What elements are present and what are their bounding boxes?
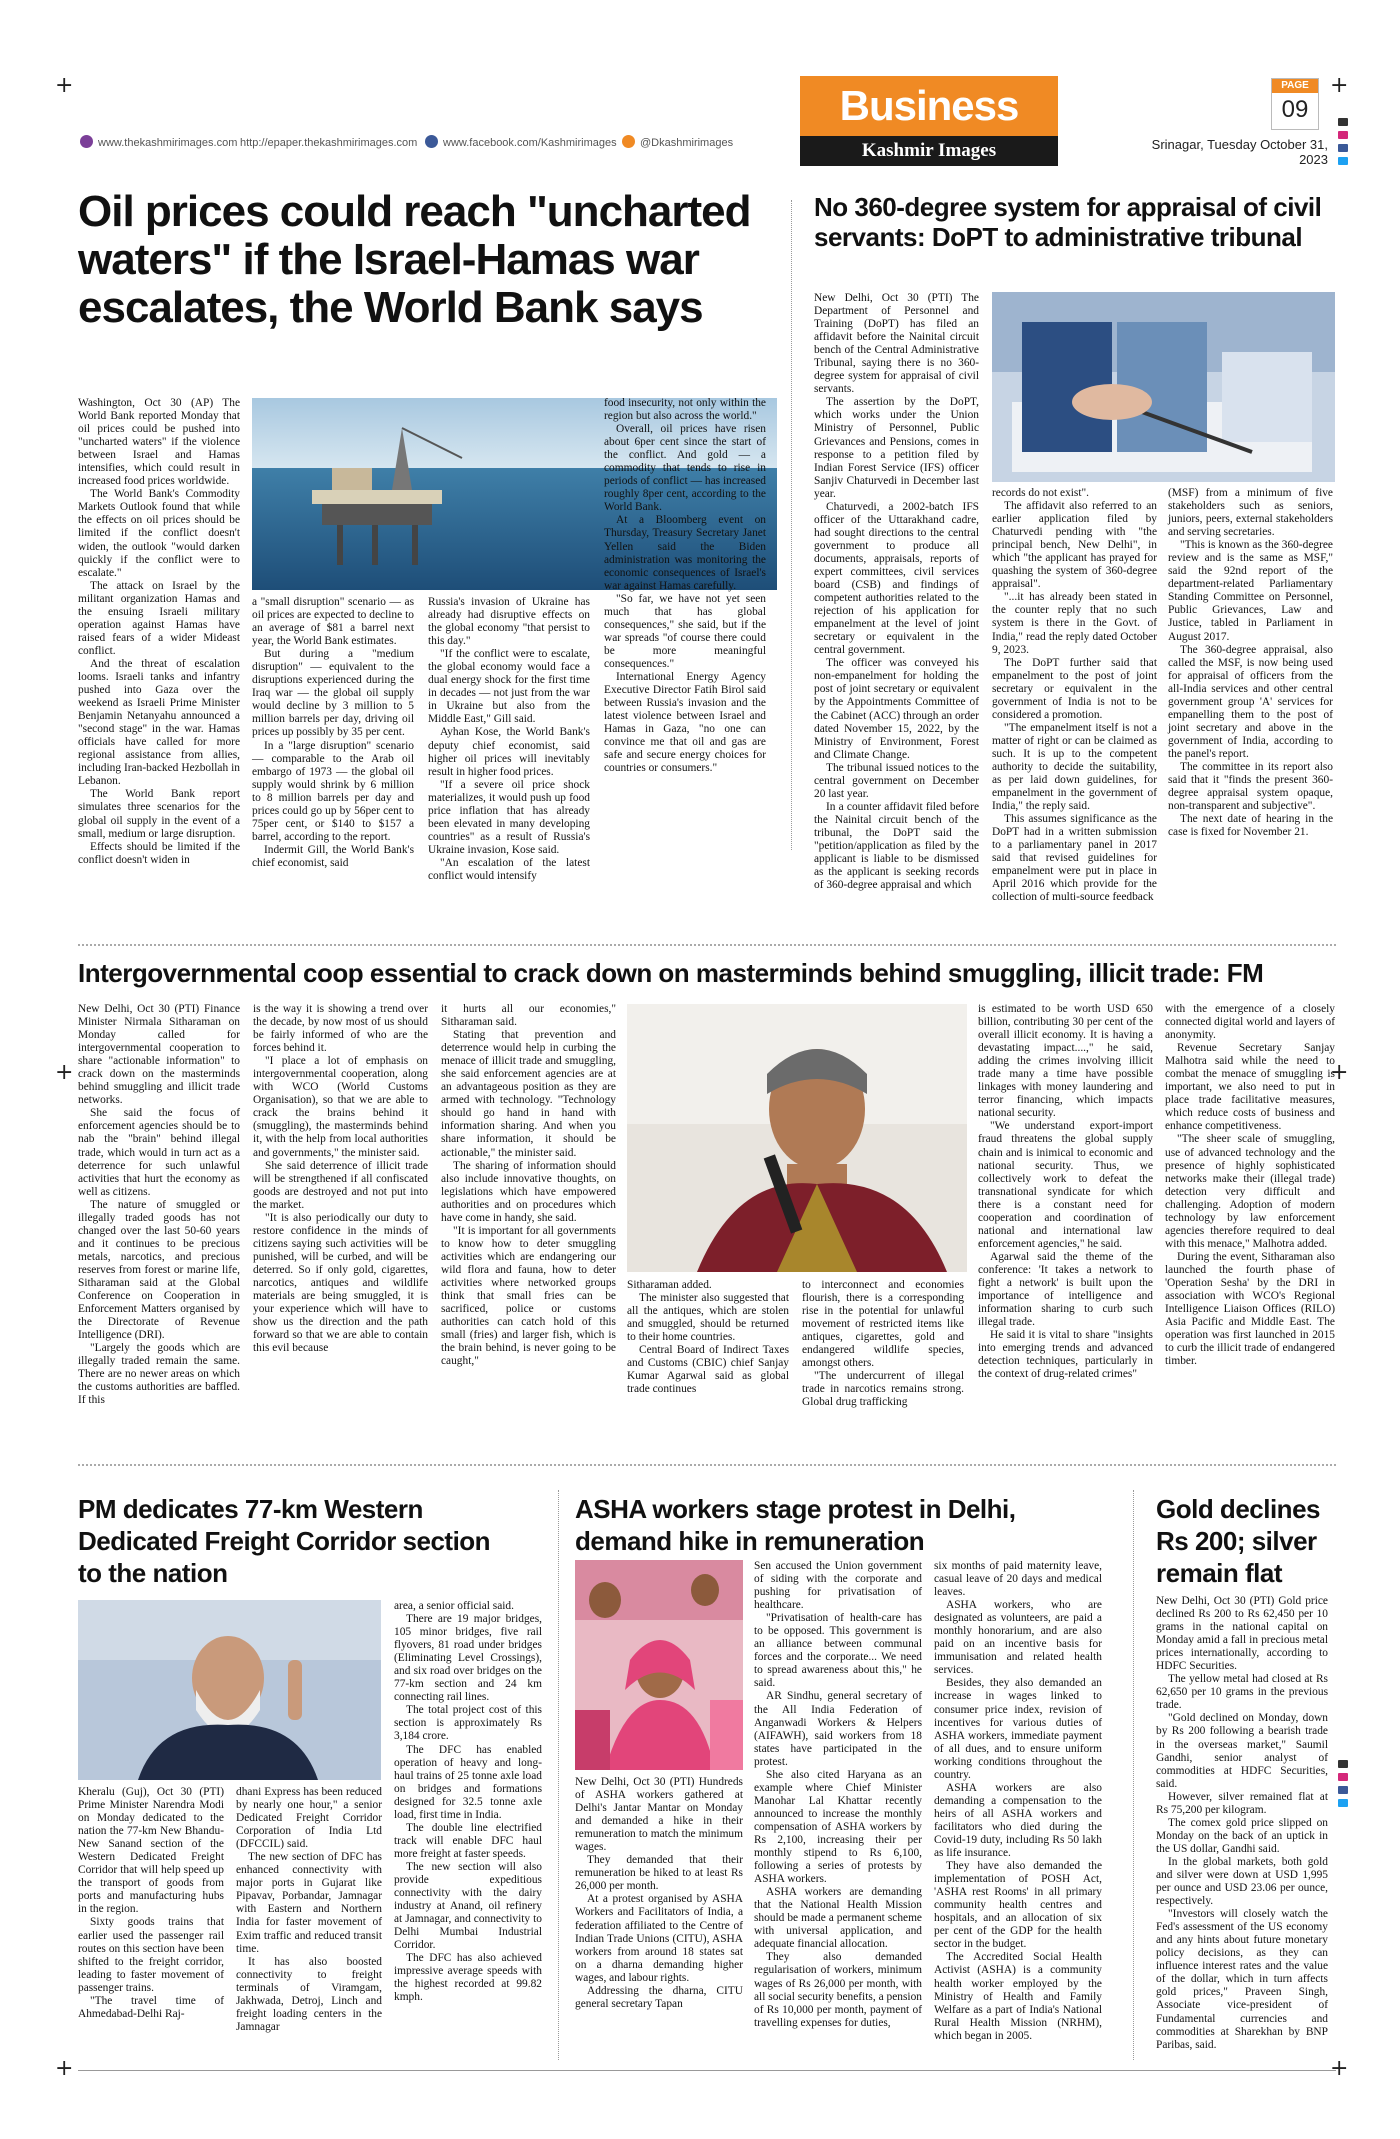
mail-icon — [1338, 118, 1348, 126]
paragraph: The total project cost of this section is approximately Rs 3,184 crore. — [394, 1704, 542, 1743]
paragraph: The attack on Israel by the militant organization Hamas and the ensuing Israeli military operation against Hamas have raised fears of a wider Mideast conflict. — [78, 579, 240, 657]
paragraph: "Largely the goods which are illegally traded remain the same. There are no newer areas on which the customs authorities are baffled. If this — [78, 1342, 240, 1407]
smuggling-under-photo-right — [802, 1279, 964, 1423]
paragraph: "This is known as the 360-degree review and is the same as MSF," said the 92nd report of the department-related Parliamentary Standing Committee on Personnel, Public Grievances, Law and Justice, tabled in Parliament in August 2017. — [1168, 539, 1333, 643]
paragraph: The DoPT further said that empanelment to the post of joint secretary or equivalent in the government of India is not to be considered a promotion. — [992, 656, 1157, 721]
paragraph: to interconnect and economies flourish, there is a corresponding rise in the potential for unlawful movement of restricted items like antiques, cigarettes, gold and endangered wildlife species, amongst others. — [802, 1279, 964, 1370]
registration-mark: + — [1330, 73, 1349, 98]
paragraph: The double line electrified track will enable DFC haul more freight at faster speeds. — [394, 1821, 542, 1860]
paragraph: "If a severe oil price shock materializes, it would push up food price inflation that has already been elevated in many developing countries" as a result of Russia's Ukraine invasion, Kose said. — [428, 778, 590, 856]
facebook-icon — [425, 135, 438, 148]
paragraph: She also cited Haryana as an example where Chief Minister Manohar Lal Khattar recently announced to increase the monthly compensation of ASHA workers by Rs 2,100, increasing their per monthly stipend to Rs 6,100, following a series of protests by ASHA workers. — [754, 1768, 922, 1886]
paragraph: "We understand export-import fraud threatens the global supply chain and is inimical to economic and national security. Thus, we collectively work to defeat the transnational syndicate for which there is a constant need for cooperation and coordination of national and international law enforcement agencies," he said. — [978, 1120, 1153, 1250]
oil-column-3 — [428, 596, 590, 882]
paragraph: records do not exist". — [992, 487, 1090, 499]
paragraph: The assertion by the DoPT, which works under the Union Ministry of Personnel, Public Grievances and Pensions, comes in response to a petition filed by Indian Forest Service (IFS) officer Sanjiv Chaturvedi in December last year. — [814, 396, 979, 500]
smuggling-column-6 — [978, 1003, 1153, 1423]
paragraph: a "small disruption" scenario — as oil prices are expected to decline to an average of $81 a barrel next year, the World Bank estimates. — [252, 596, 414, 648]
oil-headline: Oil prices could reach "uncharted waters" if the Israel-Hamas war escalates, the World Bank says — [78, 187, 751, 332]
paragraph: "Gold declined on Monday, down by Rs 200 following a bearish trade in the overseas market," Saumil Gandhi, senior analyst of commodities at HDFC Securities, said. — [1156, 1712, 1328, 1790]
paragraph: New Delhi, Oct 30 (PTI) Gold price declined Rs 200 to Rs 62,450 per 10 grams in the national capital on Monday amid a fall in precious metal prices internationally, according to HDFC Securities. — [1156, 1595, 1328, 1673]
paragraph: is estimated to be worth USD 650 billion, contributing 30 per cent of the overall illicit economy. It is having a devastating impact....," he said, adding the crimes involving illicit trade many a time have possible linkages with money laundering and terror financing, which impacts national security. — [978, 1003, 1153, 1120]
paragraph: Chaturvedi, a 2002-batch IFS officer of the Uttarakhand cadre, had sought directions to the central government to produce all documents, appraisals, reports of expert committees, civil services board (CSB) and findings of competent authorities related to the rejection of his application for empanelment at the level of joint secretary or equivalent in the central government. — [814, 500, 979, 657]
section-divider — [78, 1464, 1336, 1466]
twitter-icon — [622, 135, 635, 148]
paragraph: "So far, we have not yet seen much that has global consequences," she said, but if the war spreads "of course there could be more meaningful consequences." — [604, 592, 766, 670]
twitter-icon — [1338, 1799, 1348, 1807]
paragraph: (MSF) from a minimum of five stakeholders such as seniors, juniors, peers, external stakeholders and serving secretaries. — [1168, 487, 1333, 539]
paragraph: During the event, Sitharaman also launched the fourth phase of 'Operation Sesha' by the DRI in association with WCO's Regional Intelligence Liaison Offices (RILO) Asia Pacific and Middle East. The operation was first launched in 2015 to curb the illicit trade of endangered timber. — [1165, 1250, 1335, 1368]
freight-column-1 — [78, 1786, 224, 2062]
paragraph: The committee in its report also said that it "finds the present 360-degree appraisal system opaque, non-transparent and subjective". — [1168, 760, 1333, 813]
paragraph: "The empanelment itself is not a matter of right or can be claimed as such. It is up to the competent authority to decide the suitability, as per laid down guidelines, for empanelment in the government of India," the reply said. — [992, 721, 1157, 813]
oil-column-2 — [252, 596, 414, 869]
paragraph: Sen accused the Union government of siding with the corporate and pushing for privatisation of healthcare. — [754, 1560, 922, 1612]
masthead — [800, 76, 1058, 166]
dopt-headline: No 360-degree system for appraisal of civil servants: DoPT to administrative tribunal — [814, 192, 1322, 252]
footer-rule — [78, 2070, 1336, 2071]
smuggling-column-7 — [1165, 1003, 1335, 1423]
side-color-icons — [1338, 1760, 1348, 1812]
page-number-box — [1271, 78, 1319, 130]
paragraph: The officer was conveyed his non-empanelment for holding the post of joint secretary or equivalent by the Appointments Committee of the Cabinet (ACC) through an order dated November 15, 2022, by the Ministry of Environment, Forest and Climate Change. — [814, 657, 979, 761]
paragraph: area, a senior official said. — [394, 1600, 514, 1612]
paragraph: The sharing of information should also include innovative thoughts, on legislations which have empowered authorities and on procedures which have come in handy, she said. — [441, 1159, 616, 1224]
paragraph: Sixty goods trains that earlier used the passenger rail routes on this section have been shifted to the freight corridor, leading to faster movement of passenger trains. — [78, 1916, 224, 1994]
paragraph: The new section of DFC has enhanced connectivity with major ports in Gujarat like Pipavav, Porbandar, Jamnagar with Eastern and Northern India for faster movement of Exim traffic and reduced transit time. — [236, 1851, 382, 1955]
paragraph: The World Bank's Commodity Markets Outlook found that while the effects on oil prices should be limited if the conflict doesn't widen, the outlook "would darken quickly if the conflict were to escalate." — [78, 488, 240, 579]
epaper-link[interactable] — [240, 134, 417, 152]
paragraph: There are 19 major bridges, 105 minor bridges, five rail flyovers, 81 road under bridges (Eliminating Level Crossings), and six road over bridges on the 77-km section and 24 km connecting rail lines. — [394, 1613, 542, 1704]
column-rule — [558, 1490, 559, 2060]
dopt-column-1 — [814, 292, 979, 892]
paragraph: it hurts all our economies," Sitharaman said. — [441, 1003, 616, 1029]
smuggling-column-1 — [78, 1003, 240, 1423]
paragraph: They have also demanded the implementation of POSH Act, 'ASHA rest Rooms' in all primary community health centres and hospitals, and an allocation of six per cent of the GDP for the health sector in the budget. — [934, 1860, 1102, 1951]
smuggling-column-3 — [441, 1003, 616, 1423]
mail-icon — [1338, 1760, 1348, 1768]
dopt-column-3 — [1168, 487, 1333, 848]
paragraph: She said deterrence of illicit trade will be strengthened if all confiscated goods are destroyed and not put into the market. — [253, 1159, 428, 1211]
paragraph: In a counter affidavit filed before the Nainital circuit bench of the tribunal, the DoPT said the "petition/application as filed by the applicant is liable to be dismissed as the applicant is seeking records of 360-degree appraisal and which — [814, 800, 979, 892]
registration-mark: + — [1330, 1060, 1349, 1085]
paragraph: "It is important for all governments to know how to deter smuggling activities which are endangering our wild flora and fauna, how to deter activities where networked groups think that small fries can be sacrificed, police or customs authorities can catch hold of this small (fries) and larger fish, which is the brain behind, is never going to be caught," — [441, 1224, 616, 1368]
paragraph: "The travel time of Ahmedabad-Delhi Raj- — [78, 1994, 224, 2020]
paragraph: The affidavit also referred to an earlier application filed by Chaturvedi pending with "the principal bench, New Delhi", in which "the applicant has prayed for quashing the system of 360-degree appraisal". — [992, 500, 1157, 591]
paragraph: In the global markets, both gold and silver were down at USD 1,995 per ounce and USD 23.06 per ounce, respectively. — [1156, 1855, 1328, 1908]
paragraph: ASHA workers are demanding that the National Health Mission should be made a permanent scheme with universal application, and adequate financial allocation. — [754, 1886, 922, 1951]
paragraph: The tribunal issued notices to the central government on December 20 last year. — [814, 761, 979, 800]
paragraph: International Energy Agency Executive Director Fatih Birol said between Russia's invasion and the latest violence between Israel and Hamas in Gaza, "no one can convince me that oil and gas are safe and secure energy choices for countries or consumers." — [604, 670, 766, 775]
paragraph: Ayhan Kose, the World Bank's deputy chief economist, said higher oil prices will inevitably result in higher food prices. — [428, 726, 590, 778]
registration-mark: + — [55, 1060, 74, 1085]
oil-column-1 — [78, 397, 240, 866]
paragraph: New Delhi, Oct 30 (PTI) Hundreds of ASHA workers gathered at Delhi's Jantar Mantar on Monday and demanded a hike in their remuneration to match the minimum wages. — [575, 1776, 743, 1854]
paragraph: This assumes significance as the DoPT had in a written submission to a parliamentary panel in 2017 said that revised guidelines for empanelment were put in place in April 2016 which provide for the collection of multi-source feedback — [992, 813, 1157, 904]
masthead-title: Business — [839, 82, 1019, 129]
facebook-icon — [1338, 1786, 1348, 1794]
paragraph: Washington, Oct 30 (AP) The World Bank reported Monday that oil prices could be pushed into "uncharted waters" if the violence between Israel and Hamas intensifies, which could result in increased food prices worldwide. — [78, 397, 240, 488]
paragraph: New Delhi, Oct 30 (PTI) Finance Minister Nirmala Sitharaman on Monday called for intergovernmental cooperation to share "actionable information" to crack down on the masterminds behind smuggling and illicit trade networks. — [78, 1003, 240, 1107]
paragraph: Sitharaman added. — [627, 1279, 712, 1291]
instagram-icon — [1338, 131, 1348, 139]
website-url: www.thekashmirimages.com — [98, 137, 238, 149]
dopt-column-2 — [992, 487, 1157, 904]
asha-protest-photo — [575, 1560, 743, 1770]
paragraph: Indermit Gill, the World Bank's chief economist, said — [252, 843, 414, 869]
gold-headline: Gold declines Rs 200; silver remain flat — [1156, 1494, 1320, 1588]
paragraph: "It is also periodically our duty to restore confidence in the minds of citizens saying such activities will be punished, will be curbed, and will be deterred. So if only gold, cigarettes, narcotics, antiques and wildlife materials are being smuggled, it is your experience which will have to show us the direction and the path forward so that we are able to contain this evil because — [253, 1211, 428, 1355]
smuggling-column-2 — [253, 1003, 428, 1423]
paragraph: However, silver remained flat at Rs 75,200 per kilogram. — [1156, 1790, 1328, 1816]
paragraph: At a protest organised by ASHA Workers and Facilitators of India, a federation affiliated to the Centre of Indian Trade Unions (CITU), ASHA workers from around 18 states sat on a dharna demanding higher wages, and labour rights. — [575, 1893, 743, 1984]
column-rule — [1133, 1490, 1134, 2060]
paragraph: "Investors will closely watch the Fed's assessment of the US economy and any hints about future monetary policy decisions, as they can influence interest rates and the value of the dollar, which in turn affects gold prices," Praveen Singh, Associate vice-president of Fundamental currencies and commodities at Sharekhan by BNP Paribas, said. — [1156, 1908, 1328, 2051]
section-divider — [78, 944, 1336, 946]
asha-column-2 — [754, 1560, 922, 2062]
paragraph: Central Board of Indirect Taxes and Customs (CBIC) chief Sanjay Kumar Agarwal said as global trade continues — [627, 1344, 789, 1396]
paragraph: Besides, they also demanded an increase in wages linked to consumer price index, revision of incentives for various duties of ASHA workers, immediate payment of all dues, and to ensure uniform working conditions throughout the country. — [934, 1677, 1102, 1781]
paragraph: And the threat of escalation looms. Israeli tanks and infantry pushed into Gaza over the weekend as Israeli Prime Minister Benjamin Netanyahu announced a "second stage" in the war. Hamas officials have called for more regional assistance from allies, including Iran-backed Hezbollah in Lebanon. — [78, 657, 240, 788]
oil-column-4 — [604, 397, 766, 847]
paragraph: AR Sindhu, general secretary of the All India Federation of Anganwadi Workers & Helpers (AIFAWH), said workers from 18 states have participated in the protest. — [754, 1690, 922, 1768]
facebook-link[interactable] — [425, 134, 617, 152]
dateline: Srinagar, Tuesday October 31, 2023 — [1151, 137, 1328, 167]
freight-column-2 — [236, 1786, 382, 2062]
paragraph: The minister also suggested that all the antiques, which are stolen and smuggled, should be returned to their home countries. — [627, 1292, 789, 1344]
column-rule — [791, 200, 792, 850]
epaper-url: http://epaper.thekashmirimages.com — [240, 137, 418, 149]
registration-mark: + — [55, 73, 74, 98]
paragraph: Agarwal said the theme of the conference: 'It takes a network to fight a network' is built upon the importance of intelligence and information sharing to curb such illegal trade. — [978, 1250, 1153, 1329]
paragraph: "Privatisation of health-care has to be opposed. This government is an alliance between communal forces and the corporate... We need to spread awareness about this," he said. — [754, 1612, 922, 1690]
twitter-handle: @Dkashmirimages — [640, 137, 734, 149]
registration-mark: + — [1330, 2056, 1349, 2081]
paragraph: It has also boosted connectivity to freight terminals of Viramgam, Jakhwada, Detroj, Linch and freight loading centers in the Jamnagar — [236, 1955, 382, 2033]
facebook-icon — [1338, 144, 1348, 152]
paragraph: The comex gold price slipped on Monday on the back of an uptick in the US dollar, Gandhi said. — [1156, 1816, 1328, 1855]
freight-column-3 — [394, 1600, 542, 2062]
freight-headline: PM dedicates 77-km Western Dedicated Freight Corridor section to the nation — [78, 1494, 491, 1588]
paragraph: She said the focus of enforcement agencies should be to nab the "brain" behind illegal trade, which would in turn act as a deterrence for such unlawful activities that hurt the economy as well as citizens. — [78, 1107, 240, 1198]
masthead-subtitle: Kashmir Images — [800, 136, 1058, 166]
paragraph: Addressing the dharna, CITU general secretary Tapan — [575, 1984, 743, 2010]
paragraph: "I place a lot of emphasis on intergovernmental cooperation, along with WCO (World Customs Organisation), so that we are able to crack the brains behind it (smuggling), the masterminds behind it, with the help from local authorities and governments," the minister said. — [253, 1055, 428, 1159]
paragraph: Overall, oil prices have risen about 6per cent since the start of the conflict. And gold — a commodity that tends to rise in periods of conflict — has increased roughly 8per cent, according to the World Bank. — [604, 423, 766, 514]
paragraph: In a "large disruption" scenario — comparable to the Arab oil embargo of 1973 — the global oil supply would shrink by 6 million to 8 million barrels per day and prices could go up by 56per cent to 75per cent, or $140 to $157 a barrel, according to the report. — [252, 739, 414, 843]
paragraph: The nature of smuggled or illegally traded goods has not changed over the last 50-60 years and it continues to be precious metals, narcotics, and precious reserves from forest or marine life, Sitharaman said at the Global Conference on Cooperation in Enforcement Matters organised by the Directorate of Revenue Intelligence (DRI). — [78, 1198, 240, 1342]
paragraph: six months of paid maternity leave, casual leave of 20 days and medical leaves. — [934, 1560, 1102, 1599]
paragraph: At a Bloomberg event on Thursday, Treasury Secretary Janet Yellen said the Biden administration was monitoring the economic consequences of Israel's war against Hamas carefully. — [604, 514, 766, 592]
paragraph: The 360-degree appraisal, also called the MSF, is now being used for appraisal of officers from the all-India services and other central government group 'A' services for empanelling them to the post of joint secretary and above in the government of India, according to the panel's report. — [1168, 643, 1333, 760]
asha-column-3 — [934, 1560, 1102, 2062]
paragraph: "...it has already been stated in the counter reply that no such system is there in the Govt. of India," read the reply dated October 9, 2023. — [992, 591, 1157, 656]
paragraph: Russia's invasion of Ukraine has already had disruptive effects on the global economy "that persist to this day." — [428, 596, 590, 648]
paragraph: "If the conflict were to escalate, the global economy would face a dual energy shock for the first time in decades — not just from the war in Ukraine but also from the Middle East," Gill said. — [428, 648, 590, 726]
facebook-url: www.facebook.com/Kashmirimages — [443, 137, 617, 149]
gold-column-1 — [1156, 1595, 1328, 2062]
paragraph: But during a "medium disruption" — equivalent to the disruptions experienced during the Iraq war — the global oil supply would decline by 3 million to 5 million barrels per day, driving oil prices up possibly by 35 per cent. — [252, 648, 414, 739]
asha-column-1 — [575, 1776, 743, 2062]
document-signing-photo — [992, 292, 1335, 482]
page-number: 09 — [1281, 96, 1309, 123]
paragraph: with the emergence of a closely connected digital world and layers of anonymity. — [1165, 1003, 1335, 1042]
paragraph: Kheralu (Guj), Oct 30 (PTI) Prime Minister Narendra Modi on Monday dedicated to the nation the 77-km New Bhandu-New Sanand section of the Western Dedicated Freight Corridor that will help speed up the transport of goods from ports and manufacturing hubs in the region. — [78, 1786, 224, 1916]
finance-minister-photo — [627, 1004, 967, 1272]
twitter-icon — [1338, 157, 1348, 165]
paragraph: They also demanded regularisation of workers, minimum wages of Rs 26,000 per month, with all social security benefits, a pension of Rs 10,000 per month, payment of travelling expenses for duties, — [754, 1951, 922, 2029]
smuggling-under-photo-left — [627, 1279, 789, 1423]
paragraph: Revenue Secretary Sanjay Malhotra said while the need to combat the menace of smuggling is important, we also need to put in place trade facilitative measures, which reduce costs of business and enhance competitiveness. — [1165, 1042, 1335, 1133]
paragraph: The next date of hearing in the case is fixed for November 21. — [1168, 813, 1333, 839]
prime-minister-photo — [78, 1600, 381, 1780]
globe-icon — [80, 135, 93, 148]
asha-headline: ASHA workers stage protest in Delhi, demand hike in remuneration — [575, 1494, 1016, 1556]
paragraph: The Accredited Social Health Activist (ASHA) is a community health worker employed by the Ministry of Health and Family Welfare as a part of India's National Rural Health Mission (NRHM), which began in 2005. — [934, 1951, 1102, 2042]
website-link[interactable] — [80, 134, 237, 152]
paragraph: Effects should be limited if the conflict doesn't widen in — [78, 840, 240, 866]
paragraph: "The undercurrent of illegal trade in narcotics remains strong. Global drug trafficking — [802, 1370, 964, 1409]
paragraph: "An escalation of the latest conflict would intensify — [428, 856, 590, 882]
paragraph: "The sheer scale of smuggling, use of advanced technology and the presence of highly sophisticated networks make their (illegal trade) detection very difficult and challenging. Adoption of modern technology by law enforcement agencies therefore required to deal with this menace," Malhotra added. — [1165, 1133, 1335, 1250]
twitter-link[interactable] — [622, 134, 733, 152]
paragraph: The DFC has also achieved impressive average speeds with the highest recorded at 99.82 kmph. — [394, 1952, 542, 2004]
instagram-icon — [1338, 1773, 1348, 1781]
paragraph: dhani Express has been reduced by nearly one hour," a senior Dedicated Freight Corridor Corporation of India Ltd (DFCCIL) said. — [236, 1786, 382, 1851]
paragraph: ASHA workers, who are designated as volunteers, are paid a monthly honorarium, and are also paid on an incentive basis for immunisation and related health services. — [934, 1599, 1102, 1677]
paragraph: The DFC has enabled operation of heavy and long-haul trains of 25 tonne axle load on bridges and formations designed for 32.5 tonne axle load, first time in India. — [394, 1743, 542, 1821]
paragraph: food insecurity, not only within the region but also across the world." — [604, 397, 766, 423]
paragraph: Stating that prevention and deterrence would help in curbing the menace of illicit trade and smuggling, she said enforcement agencies are at an advantageous position as they are armed with technology. "Technology should go hand in hand with information sharing. And when you share information, it should be actionable," the minister said. — [441, 1029, 616, 1159]
paragraph: New Delhi, Oct 30 (PTI) The Department of Personnel and Training (DoPT) has filed an affidavit before the Nainital circuit bench of the Central Administrative Tribunal, saying there is no 360-degree system for appraisal of civil servants. — [814, 292, 979, 396]
registration-mark: + — [55, 2056, 74, 2081]
side-color-icons — [1338, 118, 1348, 170]
paragraph: He said it is vital to share "insights into emerging trends and advanced detection techniques, particularly in the context of drug-related crimes" — [978, 1329, 1153, 1381]
paragraph: The new section will also provide expeditious connectivity with the dairy industry at Anand, oil refinery at Jamnagar, and connectivity to Delhi Mumbai Industrial Corridor. — [394, 1860, 542, 1952]
smuggling-headline: Intergovernmental coop essential to crack down on masterminds behind smuggling, illicit trade: FM — [78, 958, 1264, 988]
paragraph: The World Bank report simulates three scenarios for the global oil supply in the event of a small, medium or large disruption. — [78, 788, 240, 840]
page-label: PAGE — [1272, 79, 1318, 93]
paragraph: They demanded that their remuneration be hiked to at least Rs 26,000 per month. — [575, 1854, 743, 1893]
paragraph: The yellow metal had closed at Rs 62,650 per 10 grams in the previous trade. — [1156, 1673, 1328, 1712]
paragraph: ASHA workers are also demanding a compensation to the heirs of all ASHA workers and facilitators who died during the Covid-19 duty, including Rs 50 lakh as life insurance. — [934, 1781, 1102, 1860]
paragraph: is the way it is showing a trend over the decade, by now most of us should be fairly informed of who are the forces behind it. — [253, 1003, 428, 1055]
